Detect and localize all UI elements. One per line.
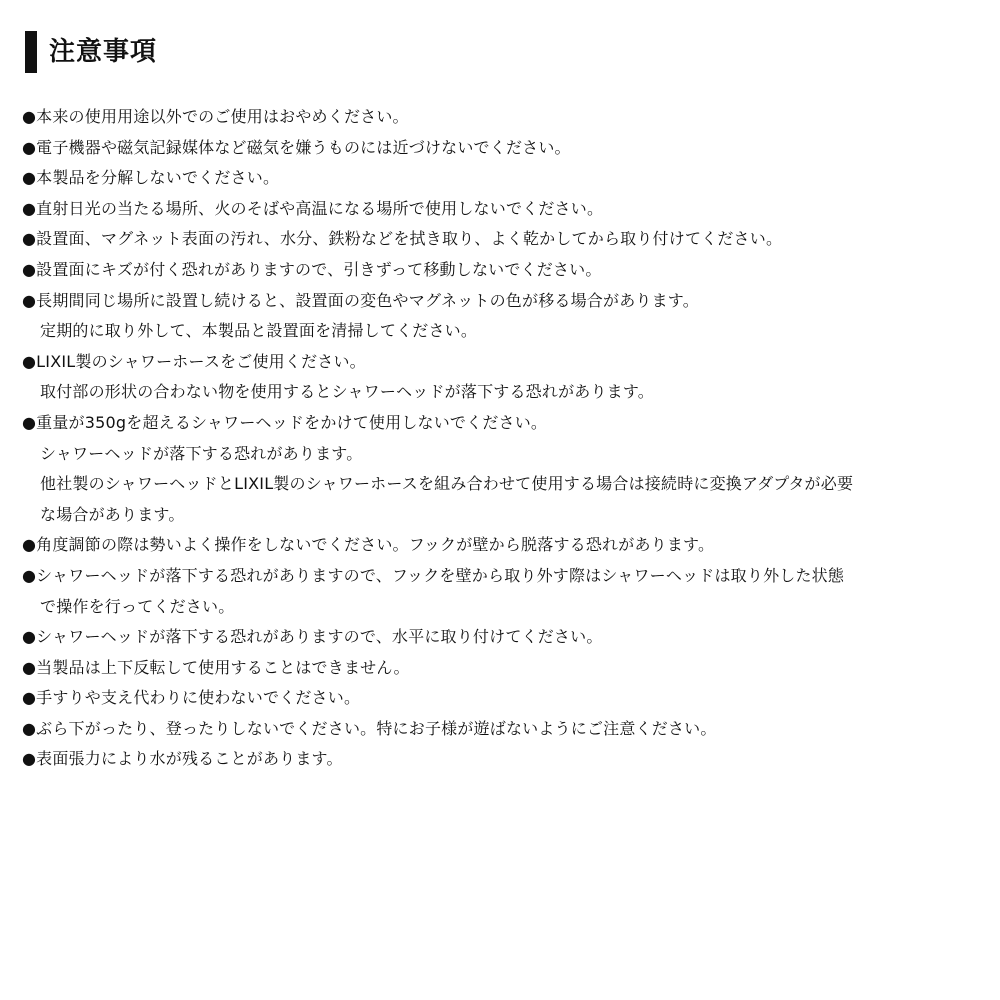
section-header: [25, 31, 157, 73]
caution-item: ●表面張力により水が残ることがあります。: [22, 749, 343, 769]
caution-item: ●シャワーヘッドが落下する恐れがありますので、水平に取り付けてください。: [22, 627, 603, 647]
caution-line-continuation: 他社製のシャワーヘッドとLIXIL製のシャワーホースを組み合わせて使用する場合は接続時に変換アダプタが必要: [40, 474, 854, 494]
caution-list: [22, 102, 982, 775]
caution-item: ●本製品を分解しないでください。: [22, 168, 280, 188]
caution-item: ●手すりや支え代わりに使わないでください。: [22, 688, 361, 708]
caution-item: ●当製品は上下反転して使用することはできません。: [22, 657, 410, 677]
caution-item: ●本来の使用用途以外でのご使用はおやめください。: [22, 107, 409, 126]
caution-line-continuation: な場合があります。: [40, 504, 185, 524]
caution-line-continuation: で操作を行ってください。: [40, 596, 235, 616]
caution-item: ●電子機器や磁気記録媒体など磁気を嫌うものには近づけないでください。: [22, 137, 571, 157]
caution-item: ●重量が350gを超えるシャワーヘッドをかけて使用しないでください。: [22, 412, 548, 432]
caution-item: ●長期間同じ場所に設置し続けると、設置面の変色やマグネットの色が移る場合があります。: [22, 290, 699, 310]
caution-item: ●角度調節の際は勢いよく操作をしないでください。フックが壁から脱落する恐れがあります。: [22, 535, 715, 555]
caution-line-continuation: シャワーヘッドが落下する恐れがあります。: [40, 443, 363, 463]
caution-item: ●直射日光の当たる場所、火のそばや高温になる場所で使用しないでください。: [22, 198, 604, 218]
caution-item: ●シャワーヘッドが落下する恐れがありますので、フックを壁から取り外す際はシャワーヘッドは取り外した状態: [22, 565, 845, 585]
caution-item: ●設置面、マグネット表面の汚れ、水分、鉄粉などを拭き取り、よく乾かしてから取り付けてください。: [22, 229, 783, 249]
page-title: 注意事項: [49, 37, 158, 67]
caution-item: ●LIXIL製のシャワーホースをご使用ください。: [22, 351, 366, 371]
caution-line-continuation: 取付部の形状の合わない物を使用するとシャワーヘッドが落下する恐れがあります。: [40, 382, 655, 402]
caution-line-continuation: 定期的に取り外して、本製品と設置面を清掃してください。: [40, 321, 478, 341]
caution-item: ●設置面にキズが付く恐れがありますので、引きずって移動しないでください。: [22, 259, 602, 279]
caution-item: ●ぶら下がったり、登ったりしないでください。特にお子様が遊ばないようにご注意ください。: [22, 718, 717, 738]
title-accent-bar: [25, 31, 37, 73]
